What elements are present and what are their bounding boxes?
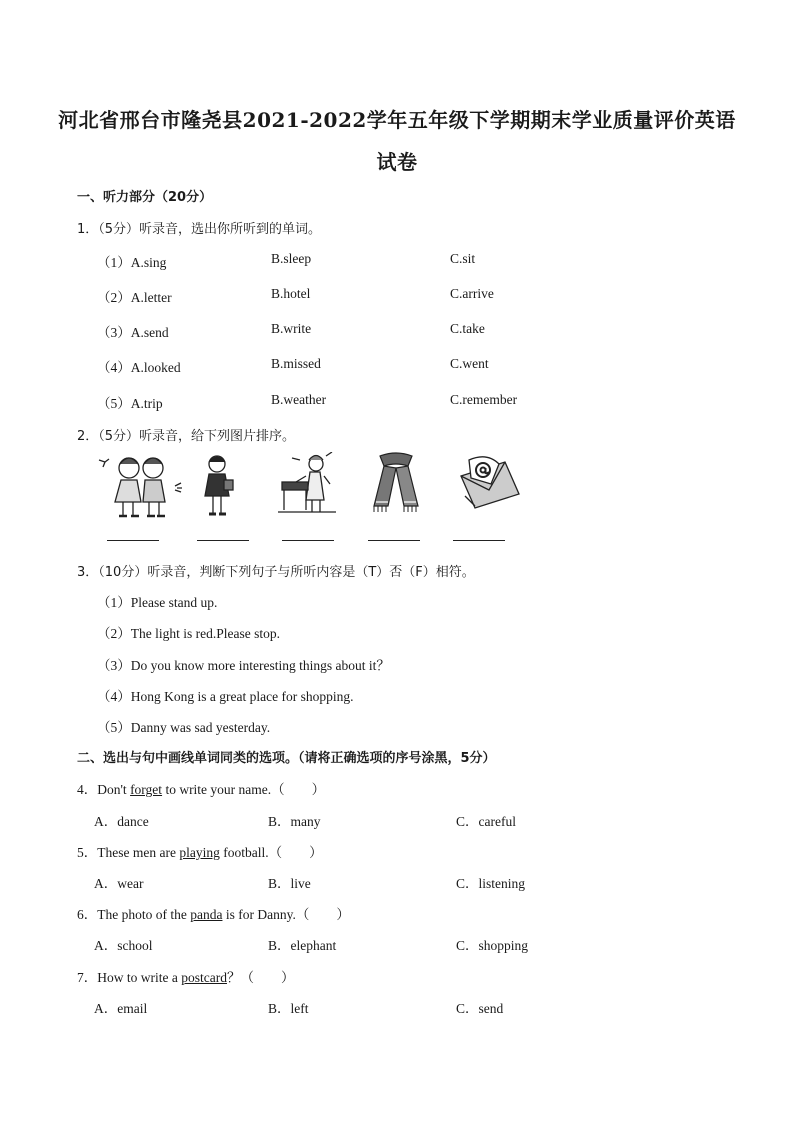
underlined-word: playing — [179, 845, 220, 860]
answer-blank[interactable] — [282, 540, 334, 541]
question-7-stem — [77, 966, 294, 986]
stem-text: 7．How to write a — [77, 970, 182, 985]
answer-blank[interactable] — [107, 540, 159, 541]
option-c[interactable]: C．listening — [456, 876, 526, 891]
option-c: C.sit — [450, 251, 476, 266]
option-c[interactable]: C．send — [456, 1001, 504, 1016]
q3-statement: （4）Hong Kong is a great place for shopping. — [97, 689, 354, 704]
option-a: A.looked — [130, 360, 181, 375]
option-a[interactable]: A．email — [94, 1001, 148, 1016]
stem-text: 4．Don't — [77, 782, 131, 797]
q1-row-3 — [97, 321, 169, 341]
answer-blank[interactable] — [197, 540, 249, 541]
q1-row-1 — [97, 251, 166, 271]
q3-statement: （2）The light is red.Please stop. — [97, 626, 280, 641]
answer-blank[interactable] — [368, 540, 420, 541]
option-b: B.write — [271, 321, 312, 336]
underlined-word: panda — [190, 907, 223, 922]
document-title-line2: 试卷 — [376, 150, 418, 174]
scarf-icon — [370, 452, 422, 514]
option-b[interactable]: B．left — [268, 1001, 309, 1016]
stem-text: 6．The photo of the — [77, 907, 191, 922]
q1-row-2 — [97, 286, 172, 306]
option-c: C.arrive — [450, 286, 494, 301]
email-envelope-icon — [455, 452, 523, 514]
option-a: A.trip — [130, 396, 163, 411]
option-a: A.letter — [130, 290, 172, 305]
q1-row-4 — [97, 356, 181, 376]
option-b: B.hotel — [271, 286, 311, 301]
option-c: C.take — [450, 321, 485, 336]
q3-statement: （3）Do you know more interesting things about it？ — [97, 658, 390, 673]
q1-row-number: （5） — [97, 396, 131, 411]
question-3-stem: 3．（10分）听录音，判断下列句子与所听内容是（T）否（F）相符。 — [77, 565, 475, 580]
option-b[interactable]: B．elephant — [268, 938, 337, 953]
section-1-heading: 一、听力部分（20分） — [77, 190, 213, 205]
document-title-line1: 河北省邢台市隆尧县2021-2022学年五年级下学期期末学业质量评价英语 — [58, 108, 736, 132]
option-b: B.sleep — [271, 251, 312, 266]
stem-text: to write your name.（ ） — [162, 782, 326, 797]
q1-row-5 — [97, 392, 163, 412]
option-a[interactable]: A．dance — [94, 814, 149, 829]
option-a[interactable]: A．school — [94, 938, 153, 953]
underlined-word: postcard — [181, 970, 227, 985]
option-b: B.missed — [271, 356, 321, 371]
stem-text: football.（ ） — [219, 845, 323, 860]
section-2-heading: 二、选出与句中画线单词同类的选项。（请将正确选项的序号涂黑，5分） — [77, 751, 496, 766]
question-2-stem: 2．（5分）听录音，给下列图片排序。 — [77, 429, 296, 444]
woman-at-table-icon — [276, 452, 338, 522]
question-6-stem — [77, 903, 350, 923]
q1-row-number: （3） — [97, 325, 131, 340]
q1-row-number: （1） — [97, 255, 131, 270]
question-5-stem — [77, 841, 323, 861]
option-b: B.weather — [271, 392, 327, 407]
option-b[interactable]: B．many — [268, 814, 321, 829]
girl-with-bag-icon — [197, 452, 237, 522]
two-children-icon — [95, 452, 187, 522]
stem-text: 5．These men are — [77, 845, 180, 860]
answer-blank[interactable] — [453, 540, 505, 541]
option-c[interactable]: C．shopping — [456, 938, 529, 953]
option-c: C.remember — [450, 392, 518, 407]
q3-statement: （1）Please stand up. — [97, 595, 218, 610]
q3-statement: （5）Danny was sad yesterday. — [97, 720, 271, 735]
option-a: A.sing — [130, 255, 167, 270]
underlined-word: forget — [130, 782, 163, 797]
option-a[interactable]: A．wear — [94, 876, 144, 891]
option-c: C.went — [450, 356, 489, 371]
stem-text: ？（ ） — [226, 970, 295, 985]
q1-row-number: （4） — [97, 360, 131, 375]
q1-row-number: （2） — [97, 290, 131, 305]
question-1-stem: 1．（5分）听录音，选出你所听到的单词。 — [77, 222, 322, 237]
stem-text: is for Danny.（ ） — [222, 907, 350, 922]
option-b[interactable]: B．live — [268, 876, 311, 891]
option-c[interactable]: C．careful — [456, 814, 516, 829]
option-a: A.send — [130, 325, 169, 340]
question-4-stem — [77, 778, 325, 798]
